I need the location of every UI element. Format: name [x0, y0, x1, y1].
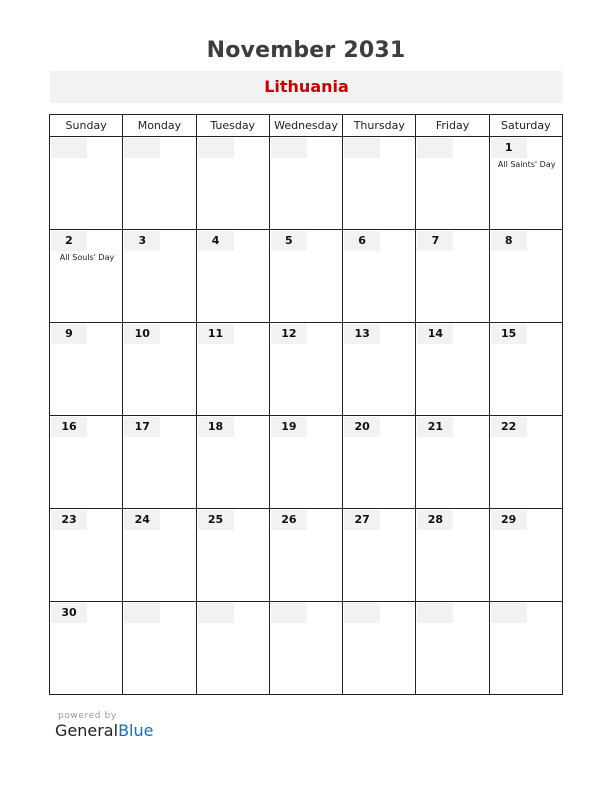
- day-cell: [123, 137, 196, 230]
- day-cell: [196, 509, 269, 602]
- day-number: 24: [124, 510, 160, 530]
- day-number: 12: [271, 324, 307, 344]
- brand-logo-general: General: [55, 721, 119, 740]
- day-number: 1: [491, 138, 527, 158]
- day-number: 28: [417, 510, 453, 530]
- day-cell: [123, 323, 196, 416]
- day-number: [124, 603, 160, 623]
- day-cell: [50, 602, 123, 695]
- day-number: 25: [198, 510, 234, 530]
- day-cell: [343, 323, 416, 416]
- powered-by-label: powered by: [58, 711, 117, 721]
- week-row: [50, 509, 563, 602]
- day-cell: [489, 602, 562, 695]
- day-number: 23: [51, 510, 87, 530]
- weekday-header: Sunday: [50, 115, 123, 137]
- day-cell: [489, 509, 562, 602]
- day-cell: [269, 416, 342, 509]
- day-cell: [269, 230, 342, 323]
- day-cell: [269, 602, 342, 695]
- weekday-header-row: [50, 115, 563, 137]
- day-number: 5: [271, 231, 307, 251]
- day-cell: [416, 416, 489, 509]
- day-number: 15: [491, 324, 527, 344]
- day-cell: [489, 323, 562, 416]
- day-cell: [123, 509, 196, 602]
- weekday-header: Monday: [123, 115, 196, 137]
- day-number: 4: [198, 231, 234, 251]
- day-cell: [343, 416, 416, 509]
- day-number: 8: [491, 231, 527, 251]
- week-row: [50, 137, 563, 230]
- day-number: 14: [417, 324, 453, 344]
- day-number: 16: [51, 417, 87, 437]
- day-cell: [269, 323, 342, 416]
- day-cell: [196, 137, 269, 230]
- day-cell: [50, 137, 123, 230]
- day-number: [51, 138, 87, 158]
- week-row: [50, 416, 563, 509]
- weekday-header: Saturday: [489, 115, 562, 137]
- day-number: [198, 603, 234, 623]
- day-cell: [269, 137, 342, 230]
- day-cell: [489, 230, 562, 323]
- day-cell: [123, 602, 196, 695]
- holiday-label: All Saints' Day: [497, 160, 556, 169]
- day-number: 6: [344, 231, 380, 251]
- day-number: 9: [51, 324, 87, 344]
- day-number: [344, 603, 380, 623]
- day-cell: [196, 323, 269, 416]
- day-cell: [416, 509, 489, 602]
- day-cell: [343, 602, 416, 695]
- calendar-title: November 2031: [206, 38, 406, 63]
- day-cell: [50, 416, 123, 509]
- week-row: [50, 602, 563, 695]
- day-cell: [416, 323, 489, 416]
- brand-logo: [55, 721, 153, 740]
- day-cell: [123, 230, 196, 323]
- week-row: [50, 230, 563, 323]
- day-cell: [50, 509, 123, 602]
- day-number: 3: [124, 231, 160, 251]
- day-number: 30: [51, 603, 87, 623]
- calendar-grid: [49, 114, 563, 695]
- day-number: 13: [344, 324, 380, 344]
- day-cell: [269, 509, 342, 602]
- day-cell: [196, 602, 269, 695]
- day-number: 19: [271, 417, 307, 437]
- day-number: 18: [198, 417, 234, 437]
- country-label: Lithuania: [264, 77, 349, 96]
- day-cell: [416, 602, 489, 695]
- holiday-label: All Souls' Day: [59, 253, 115, 262]
- day-number: 11: [198, 324, 234, 344]
- day-number: 21: [417, 417, 453, 437]
- day-cell: [416, 137, 489, 230]
- day-number: [417, 603, 453, 623]
- day-number: [271, 603, 307, 623]
- day-cell: [489, 416, 562, 509]
- day-cell: [196, 230, 269, 323]
- day-number: 22: [491, 417, 527, 437]
- week-row: [50, 323, 563, 416]
- day-cell: [343, 509, 416, 602]
- day-cell: [489, 137, 562, 230]
- day-number: [491, 603, 527, 623]
- day-cell: [343, 230, 416, 323]
- weekday-header: Tuesday: [196, 115, 269, 137]
- brand-logo-blue: Blue: [118, 721, 154, 740]
- day-number: 26: [271, 510, 307, 530]
- day-number: 2: [51, 231, 87, 251]
- day-cell: [196, 416, 269, 509]
- day-number: 7: [417, 231, 453, 251]
- weekday-header: Friday: [416, 115, 489, 137]
- country-banner: [50, 71, 563, 103]
- weekday-header: Thursday: [343, 115, 416, 137]
- day-number: 29: [491, 510, 527, 530]
- day-cell: [416, 230, 489, 323]
- day-number: 27: [344, 510, 380, 530]
- day-number: 20: [344, 417, 380, 437]
- weekday-header: Wednesday: [269, 115, 342, 137]
- day-cell: [343, 137, 416, 230]
- day-cell: [50, 323, 123, 416]
- day-cell: [50, 230, 123, 323]
- day-number: [417, 138, 453, 158]
- day-number: 17: [124, 417, 160, 437]
- day-number: [344, 138, 380, 158]
- day-number: [124, 138, 160, 158]
- day-number: [198, 138, 234, 158]
- day-number: 10: [124, 324, 160, 344]
- day-cell: [123, 416, 196, 509]
- day-number: [271, 138, 307, 158]
